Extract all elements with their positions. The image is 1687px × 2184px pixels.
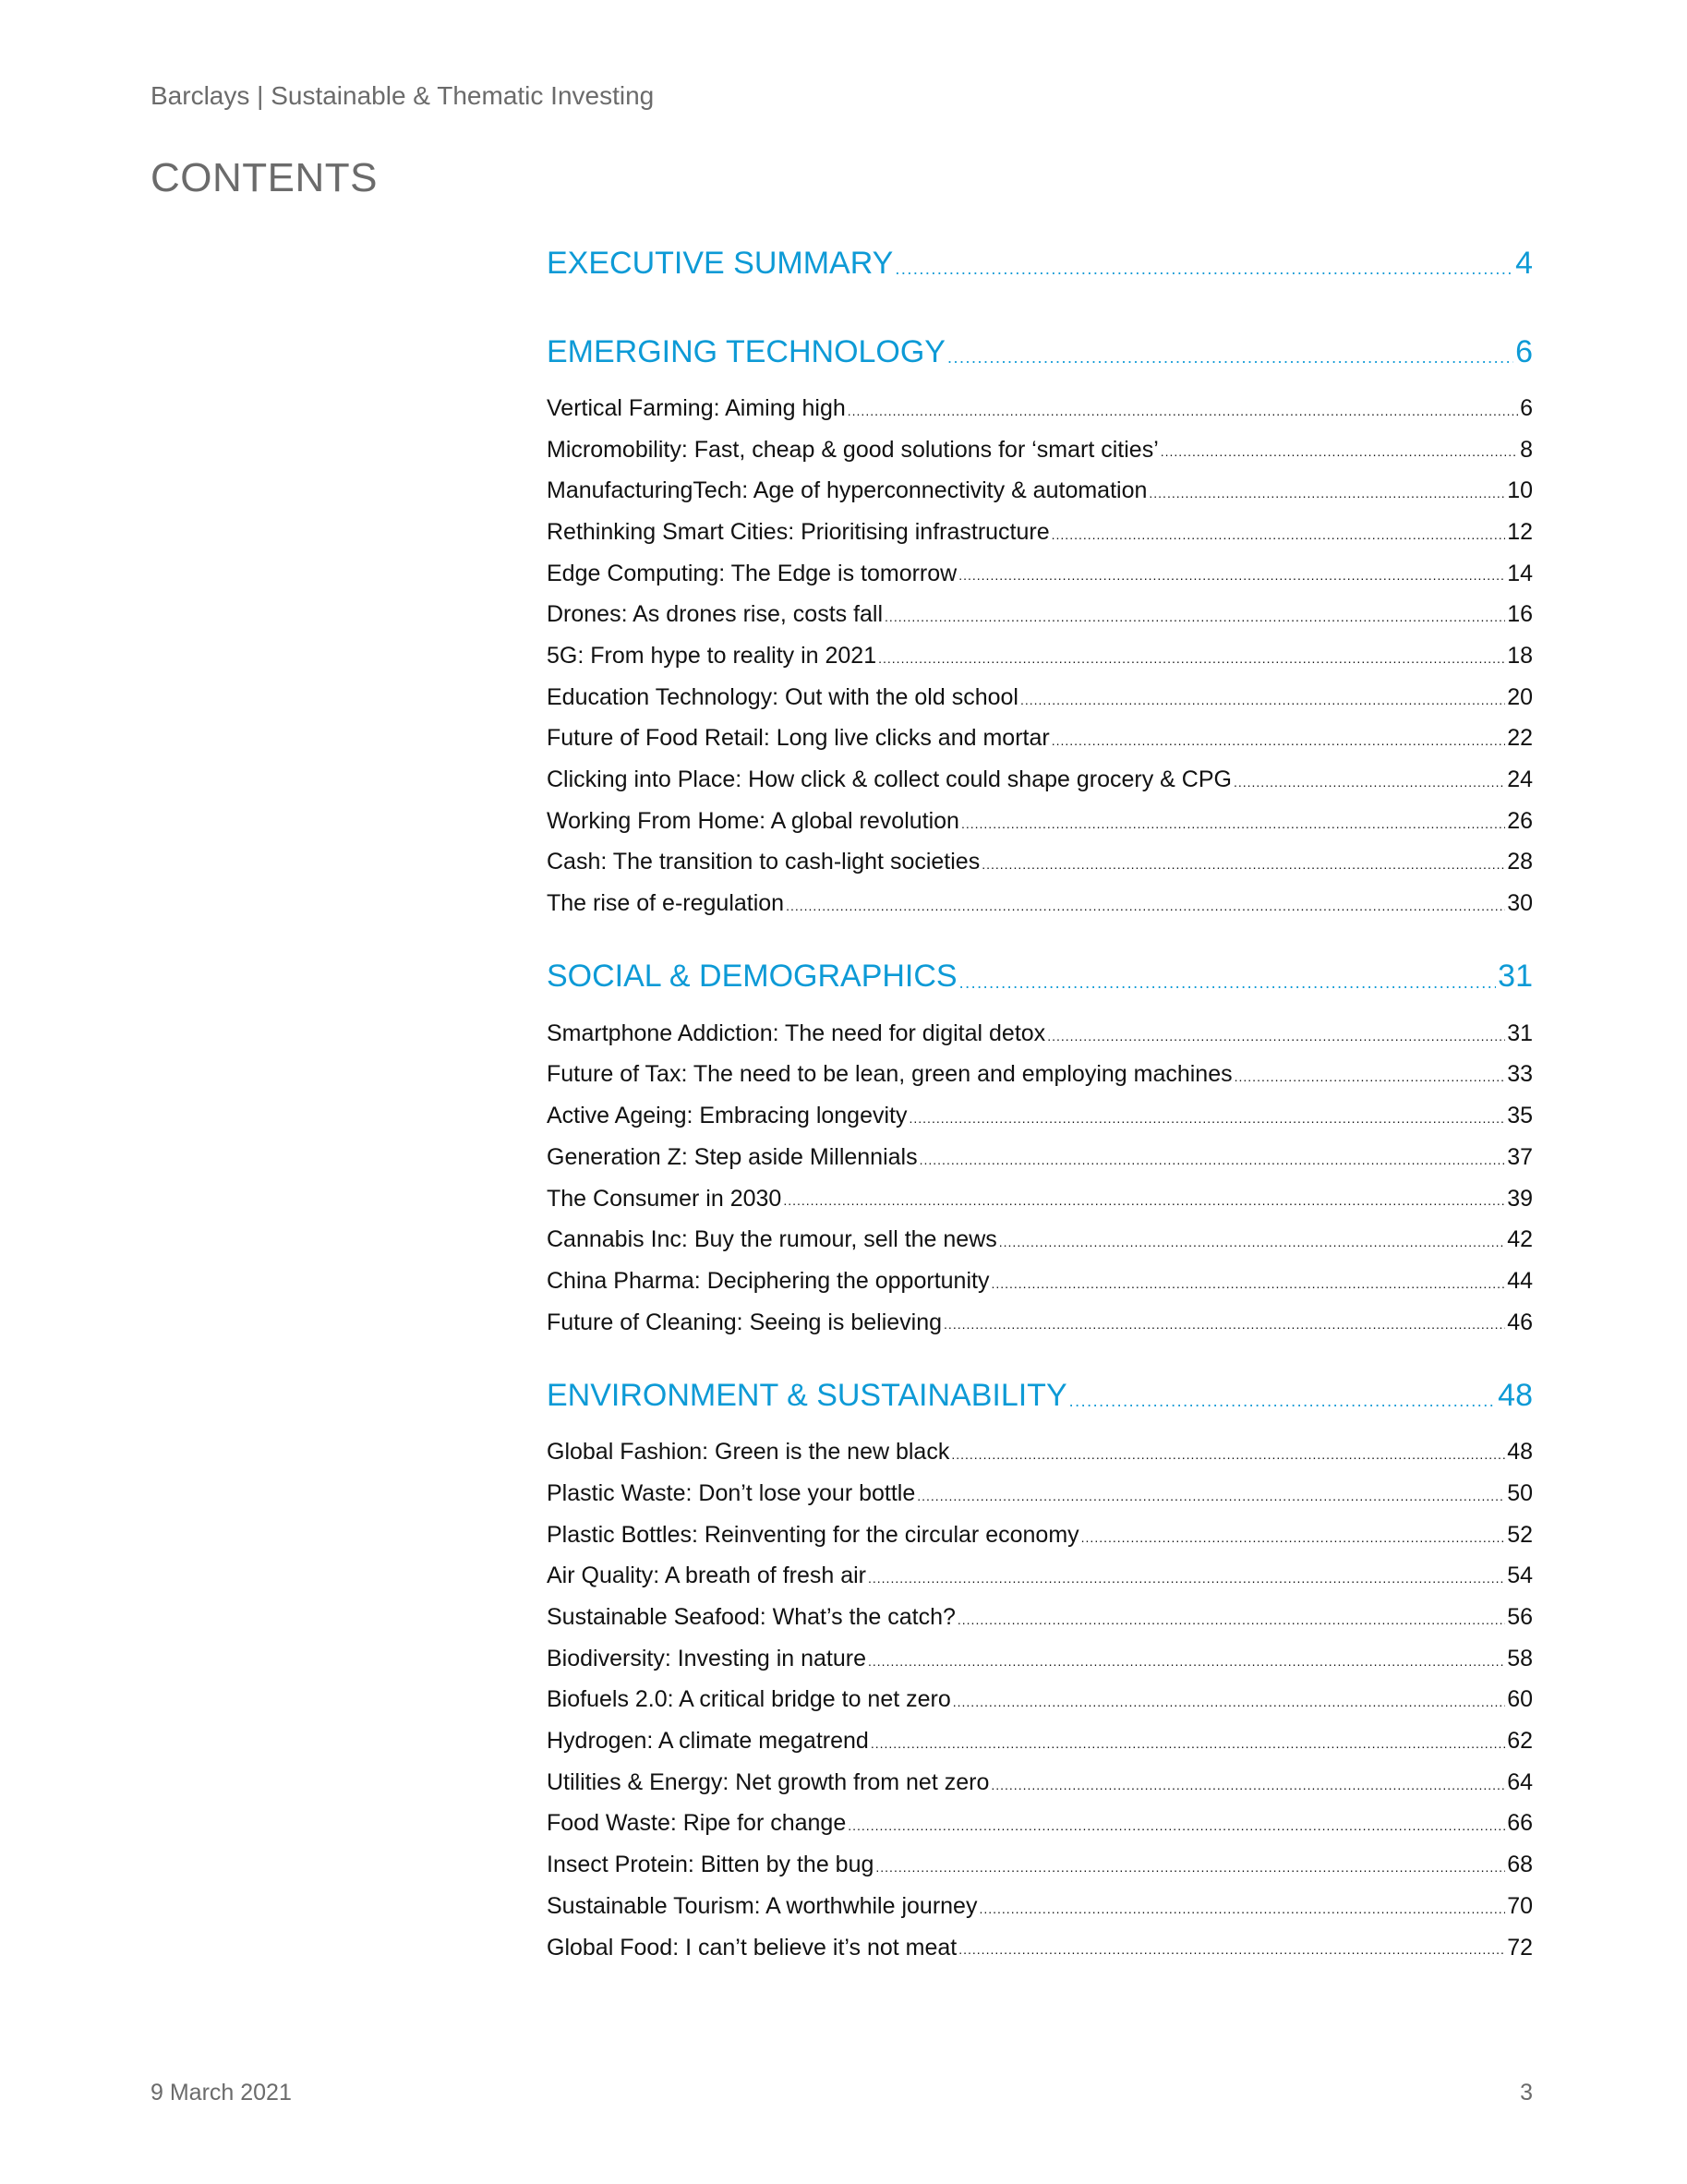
- dot-leader: [959, 973, 1497, 1013]
- toc-entry-title: Future of Cleaning: Seeing is believing: [547, 1309, 943, 1335]
- toc-entry-page: 70: [1507, 1892, 1533, 1919]
- toc-entry-page: 33: [1507, 1061, 1533, 1088]
- toc-entry-title: The Consumer in 2030: [547, 1185, 782, 1212]
- toc-entry[interactable]: [547, 1013, 1533, 1055]
- toc-entry[interactable]: [547, 1680, 1533, 1721]
- toc-entry[interactable]: [547, 1219, 1533, 1261]
- toc-entry-title: Education Technology: Out with the old school: [547, 683, 1018, 710]
- toc-entry-title: Biofuels 2.0: A critical bridge to net zero: [547, 1686, 951, 1713]
- toc-entry[interactable]: [547, 1055, 1533, 1096]
- toc-entry-title: Plastic Waste: Don’t lose your bottle: [547, 1479, 916, 1506]
- dot-leader: [895, 259, 1513, 299]
- dot-leader: [871, 1736, 1505, 1762]
- footer-date: 9 March 2021: [151, 2080, 292, 2106]
- toc-entry-page: 72: [1507, 1934, 1533, 1961]
- toc-entry-page: 26: [1507, 807, 1533, 834]
- toc-entry-title: ManufacturingTech: Age of hyperconnectivity & automation: [547, 477, 1148, 504]
- toc-entry[interactable]: [547, 1556, 1533, 1598]
- dot-leader: [885, 609, 1505, 635]
- dot-leader: [947, 348, 1513, 388]
- toc-entry[interactable]: [547, 718, 1533, 760]
- toc-entry-page: 35: [1507, 1103, 1533, 1129]
- toc-entry-page: 56: [1507, 1604, 1533, 1631]
- toc-entry-title: Sustainable Tourism: A worthwhile journey: [547, 1892, 978, 1919]
- toc-entry-page: 20: [1507, 683, 1533, 710]
- toc-entry[interactable]: [547, 429, 1533, 471]
- toc-entry[interactable]: [547, 842, 1533, 884]
- toc-entry[interactable]: [547, 1844, 1533, 1886]
- dot-leader: [944, 1317, 1505, 1343]
- toc-entry-title: Plastic Bottles: Reinventing for the circular economy: [547, 1521, 1079, 1548]
- toc-entry-page: 8: [1520, 436, 1533, 463]
- toc-entry[interactable]: [547, 1597, 1533, 1638]
- toc-entry-page: 14: [1507, 560, 1533, 586]
- dot-leader: [1235, 1069, 1506, 1095]
- dot-leader: [958, 568, 1505, 594]
- toc-entry-title: Global Fashion: Green is the new black: [547, 1439, 950, 1466]
- dot-leader: [1052, 527, 1506, 553]
- toc-entry[interactable]: [547, 1886, 1533, 1927]
- toc-entry[interactable]: [547, 1178, 1533, 1220]
- toc-entry[interactable]: [547, 1762, 1533, 1804]
- dot-leader: [1149, 486, 1505, 512]
- toc-section-page: 31: [1498, 959, 1533, 995]
- toc-entry-title: Rethinking Smart Cities: Prioritising infrastructure: [547, 518, 1050, 545]
- dot-leader: [982, 857, 1505, 883]
- toc-entry-page: 48: [1507, 1439, 1533, 1466]
- table-of-contents: [547, 227, 1533, 1985]
- dot-leader: [958, 1612, 1505, 1638]
- dot-leader: [1020, 693, 1505, 718]
- dot-leader: [878, 651, 1505, 677]
- toc-entry-title: Cannabis Inc: Buy the rumour, sell the news: [547, 1226, 997, 1253]
- toc-entry-page: 6: [1520, 394, 1533, 421]
- toc-entry[interactable]: [547, 1095, 1533, 1137]
- toc-entry[interactable]: [547, 801, 1533, 842]
- dot-leader: [953, 1695, 1505, 1720]
- dot-leader: [958, 1942, 1505, 1968]
- toc-entry[interactable]: [547, 1927, 1533, 1969]
- toc-entry[interactable]: [547, 470, 1533, 512]
- dot-leader: [991, 1778, 1505, 1804]
- toc-section: [547, 316, 1533, 924]
- toc-entry[interactable]: [547, 759, 1533, 801]
- contents-title: CONTENTS: [151, 155, 378, 200]
- toc-entry-page: 60: [1507, 1686, 1533, 1713]
- toc-entry[interactable]: [547, 1473, 1533, 1514]
- dot-leader: [868, 1654, 1505, 1680]
- toc-entry-page: 10: [1507, 477, 1533, 504]
- dot-leader: [1234, 775, 1505, 801]
- toc-entry-title: Biodiversity: Investing in nature: [547, 1645, 867, 1671]
- toc-entry-title: Clicking into Place: How click & collect could shape grocery & CPG: [547, 766, 1232, 793]
- toc-entry[interactable]: [547, 1638, 1533, 1680]
- dot-leader: [1047, 1029, 1505, 1055]
- toc-entry[interactable]: [547, 635, 1533, 677]
- toc-entry-title: Food Waste: Ripe for change: [547, 1810, 847, 1837]
- toc-entry-title: Future of Food Retail: Long live clicks and mortar: [547, 725, 1050, 752]
- toc-entry-title: China Pharma: Deciphering the opportunity: [547, 1267, 990, 1294]
- toc-entry-title: Edge Computing: The Edge is tomorrow: [547, 560, 958, 586]
- dot-leader: [868, 1571, 1505, 1597]
- toc-entry-page: 62: [1507, 1728, 1533, 1755]
- toc-section: [547, 227, 1533, 299]
- toc-entry-title: Generation Z: Step aside Millennials: [547, 1143, 918, 1170]
- toc-entry-page: 30: [1507, 890, 1533, 917]
- toc-entry[interactable]: [547, 388, 1533, 429]
- toc-section-title: SOCIAL & DEMOGRAPHICS: [547, 959, 958, 995]
- toc-entry-page: 52: [1507, 1521, 1533, 1548]
- toc-entry-page: 18: [1507, 642, 1533, 669]
- toc-entry-page: 12: [1507, 518, 1533, 545]
- toc-entry-page: 39: [1507, 1185, 1533, 1212]
- toc-entry[interactable]: [547, 512, 1533, 553]
- toc-entry[interactable]: [547, 1302, 1533, 1344]
- dot-leader: [875, 1860, 1505, 1886]
- toc-section-heading[interactable]: [547, 1359, 1533, 1431]
- dot-leader: [848, 1818, 1505, 1844]
- toc-entry-title: Utilities & Energy: Net growth from net zero: [547, 1768, 990, 1795]
- toc-section: [547, 1359, 1533, 1968]
- toc-section-heading[interactable]: [547, 316, 1533, 388]
- toc-entry-title: 5G: From hype to reality in 2021: [547, 642, 877, 669]
- toc-entry-title: The rise of e-regulation: [547, 890, 785, 917]
- toc-section-heading[interactable]: [547, 227, 1533, 299]
- dot-leader: [910, 1111, 1506, 1137]
- toc-entry-page: 31: [1507, 1020, 1533, 1046]
- toc-entry[interactable]: [547, 1137, 1533, 1178]
- toc-section-page: 6: [1515, 333, 1533, 369]
- toc-entry[interactable]: [547, 1514, 1533, 1556]
- toc-section-page: 48: [1498, 1377, 1533, 1413]
- toc-entry-page: 54: [1507, 1563, 1533, 1589]
- toc-entry-title: Drones: As drones rise, costs fall: [547, 601, 884, 628]
- dot-leader: [991, 1276, 1505, 1302]
- toc-entry-page: 68: [1507, 1852, 1533, 1878]
- dot-leader: [917, 1489, 1505, 1514]
- dot-leader: [1052, 733, 1505, 759]
- toc-entry-page: 64: [1507, 1768, 1533, 1795]
- toc-entry-title: Air Quality: A breath of fresh air: [547, 1563, 866, 1589]
- toc-entry-title: Hydrogen: A climate megatrend: [547, 1728, 869, 1755]
- dot-leader: [1069, 1392, 1497, 1431]
- toc-section-page: 4: [1515, 245, 1533, 281]
- toc-entry-title: Micromobility: Fast, cheap & good solutions for ‘smart cities’: [547, 436, 1159, 463]
- toc-entry-page: 16: [1507, 601, 1533, 628]
- dot-leader: [1161, 444, 1518, 470]
- dot-leader: [920, 1152, 1506, 1178]
- dot-leader: [951, 1447, 1505, 1473]
- dot-leader: [786, 899, 1505, 924]
- toc-entry[interactable]: [547, 1804, 1533, 1845]
- toc-section-heading[interactable]: [547, 941, 1533, 1013]
- toc-entry[interactable]: [547, 553, 1533, 595]
- toc-entry-page: 42: [1507, 1226, 1533, 1253]
- toc-entry[interactable]: [547, 883, 1533, 924]
- toc-entry-page: 50: [1507, 1479, 1533, 1506]
- toc-entry-title: Insect Protein: Bitten by the bug: [547, 1852, 874, 1878]
- toc-section-title: EMERGING TECHNOLOGY: [547, 333, 946, 369]
- toc-section-title: EXECUTIVE SUMMARY: [547, 245, 894, 281]
- toc-entry-page: 37: [1507, 1143, 1533, 1170]
- toc-entry[interactable]: [547, 1261, 1533, 1302]
- toc-entry-title: Vertical Farming: Aiming high: [547, 394, 846, 421]
- dot-leader: [1081, 1530, 1506, 1556]
- toc-entry-page: 46: [1507, 1309, 1533, 1335]
- toc-entry-title: Future of Tax: The need to be lean, green and employing machines: [547, 1061, 1233, 1088]
- toc-entry-page: 66: [1507, 1810, 1533, 1837]
- toc-entry[interactable]: [547, 594, 1533, 635]
- toc-entry-page: 58: [1507, 1645, 1533, 1671]
- footer-page-number: 3: [1520, 2080, 1533, 2106]
- dot-leader: [783, 1193, 1505, 1219]
- dot-leader: [961, 816, 1505, 842]
- dot-leader: [999, 1235, 1505, 1261]
- toc-section: [547, 941, 1533, 1344]
- dot-leader: [979, 1901, 1505, 1927]
- toc-entry-page: 44: [1507, 1267, 1533, 1294]
- toc-entry[interactable]: [547, 677, 1533, 718]
- toc-section-title: ENVIRONMENT & SUSTAINABILITY: [547, 1377, 1067, 1413]
- toc-entry[interactable]: [547, 1720, 1533, 1762]
- toc-entry-title: Working From Home: A global revolution: [547, 807, 959, 834]
- toc-entry-title: Cash: The transition to cash-light societies: [547, 849, 981, 875]
- toc-entry-page: 22: [1507, 725, 1533, 752]
- dot-leader: [848, 404, 1518, 429]
- toc-entry-title: Sustainable Seafood: What’s the catch?: [547, 1604, 956, 1631]
- running-header: Barclays | Sustainable & Thematic Investing: [151, 81, 655, 110]
- toc-entry-title: Active Ageing: Embracing longevity: [547, 1103, 908, 1129]
- toc-entry-page: 28: [1507, 849, 1533, 875]
- toc-entry-title: Global Food: I can’t believe it’s not meat: [547, 1934, 958, 1961]
- toc-entry-page: 24: [1507, 766, 1533, 793]
- toc-entry[interactable]: [547, 1431, 1533, 1473]
- toc-entry-title: Smartphone Addiction: The need for digital detox: [547, 1020, 1046, 1046]
